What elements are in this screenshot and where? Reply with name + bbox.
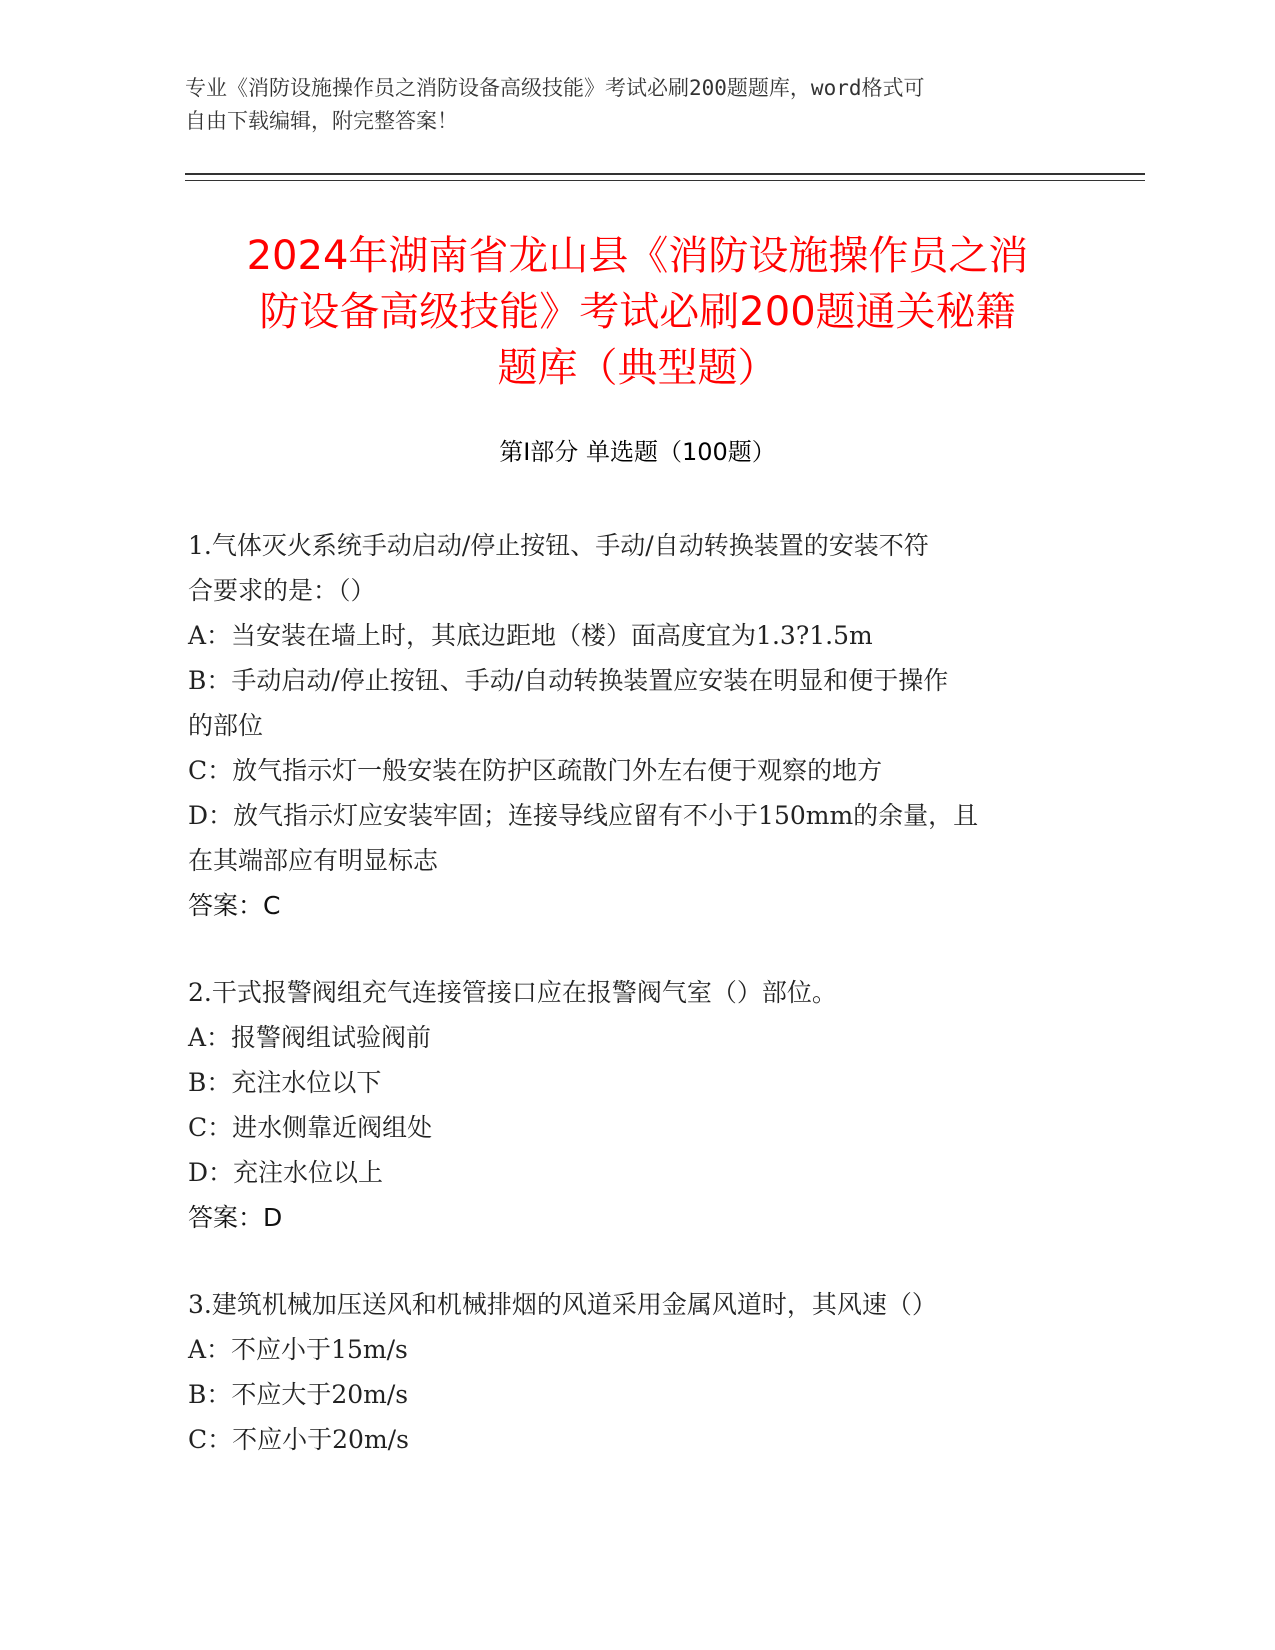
question-stem: 1.气体灭火系统手动启动/停止按钮、手动/自动转换装置的安装不符 <box>188 531 929 560</box>
title-line-2: 防设备高级技能》考试必刷200题通关秘籍 <box>259 289 1016 335</box>
header-rule-thin <box>185 180 1145 181</box>
question-1 <box>188 523 1088 928</box>
answer-label: 答案：D <box>188 1203 283 1232</box>
question-2 <box>188 970 1088 1240</box>
header-rule-thick <box>185 173 1145 175</box>
question-spacer <box>188 928 1088 970</box>
option-a: A：当安装在墙上时，其底边距地（楼）面高度宜为1.3?1.5m <box>188 621 873 650</box>
question-stem: 3.建筑机械加压送风和机械排烟的风道采用金属风道时，其风速（） <box>188 1290 937 1319</box>
option-d-continued: 在其端部应有明显标志 <box>188 846 439 875</box>
question-stem: 2.干式报警阀组充气连接管接口应在报警阀气室（）部位。 <box>188 978 837 1007</box>
question-stem-continued: 合要求的是：（） <box>188 576 376 605</box>
question-list <box>188 523 1088 1462</box>
title-line-1: 2024年湖南省龙山县《消防设施操作员之消 <box>246 233 1029 279</box>
option-d: D：充注水位以上 <box>188 1158 384 1187</box>
option-b: B：不应大于20m/s <box>188 1380 409 1409</box>
question-spacer <box>188 1240 1088 1282</box>
option-c: C：放气指示灯一般安装在防护区疏散门外左右便于观察的地方 <box>188 756 883 785</box>
option-d: D：放气指示灯应安装牢固；连接导线应留有不小于150mm的余量，且 <box>188 801 979 830</box>
option-b: B：充注水位以下 <box>188 1068 382 1097</box>
question-3 <box>188 1282 1088 1462</box>
answer-label: 答案：C <box>188 891 281 920</box>
section-title: 第Ⅰ部分 单选题（100题） <box>499 438 776 466</box>
header-line-2: 自由下载编辑，附完整答案！ <box>185 109 458 133</box>
option-a: A：不应小于15m/s <box>188 1335 408 1364</box>
option-c: C：不应小于20m/s <box>188 1425 409 1454</box>
document-header <box>185 72 1065 138</box>
option-c: C：进水侧靠近阀组处 <box>188 1113 433 1142</box>
title-line-3: 题库（典型题） <box>497 345 778 391</box>
header-line-1: 专业《消防设施操作员之消防设备高级技能》考试必刷200题题库，word格式可 <box>185 76 925 100</box>
document-title <box>180 228 1095 396</box>
option-a: A：报警阀组试验阀前 <box>188 1023 432 1052</box>
option-b: B：手动启动/停止按钮、手动/自动转换装置应安装在明显和便于操作 <box>188 666 949 695</box>
option-b-continued: 的部位 <box>188 711 264 740</box>
